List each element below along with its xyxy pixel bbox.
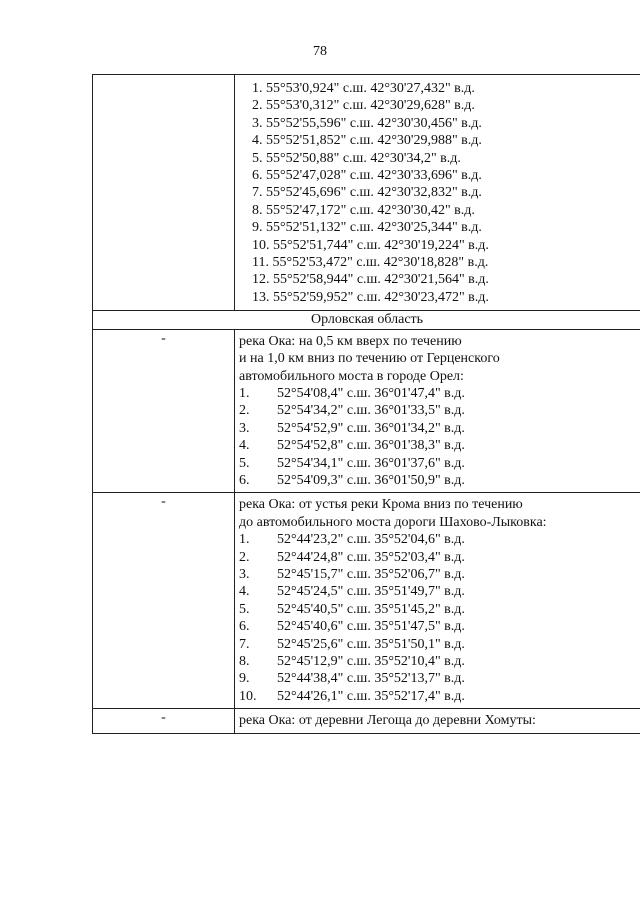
point-number: 6. [239, 619, 250, 635]
point-number: 3. [239, 566, 250, 582]
section-text [235, 330, 640, 493]
description-line: автомобильного моста в городе Орел: [239, 368, 464, 384]
point-number: 2. [239, 403, 250, 419]
point-coordinates: 52°54'34,1" с.ш. 36°01'37,6" в.д. [277, 455, 465, 471]
coordinate-list [235, 75, 640, 310]
point-coordinates: 52°44'23,2" с.ш. 35°52'04,6" в.д. [277, 532, 465, 548]
coordinate-line [239, 601, 637, 618]
coordinate-line [239, 531, 637, 548]
table-row [93, 493, 640, 709]
coordinates-table [92, 74, 640, 734]
coordinate-line [239, 402, 637, 419]
coordinate-line [239, 688, 637, 705]
coordinate-line: 3. 55°52'55,596" с.ш. 42°30'30,456" в.д. [252, 115, 482, 131]
description-cell [235, 709, 640, 733]
coordinate-line: 7. 55°52'45,696" с.ш. 42°30'32,832" в.д. [252, 185, 482, 201]
point-coordinates: 52°45'40,6" с.ш. 35°51'47,5" в.д. [277, 619, 465, 635]
description-line: река Ока: от устья реки Крома вниз по течению [239, 497, 523, 513]
coordinate-line [239, 385, 637, 402]
coordinate-line [239, 437, 637, 454]
point-number: 9. [239, 671, 250, 687]
table-row [93, 329, 640, 493]
point-coordinates: 52°54'52,9" с.ш. 36°01'34,2" в.д. [277, 420, 465, 436]
coordinate-line [239, 472, 637, 489]
dash-cell: - [93, 493, 235, 709]
section-text [235, 493, 640, 708]
coordinate-line: 11. 55°52'53,472" с.ш. 42°30'18,828" в.д. [252, 255, 489, 271]
dash-cell: - [93, 709, 235, 733]
table-row [93, 311, 640, 329]
point-number: 1. [239, 385, 250, 401]
point-number: 5. [239, 455, 250, 471]
coordinate-line: 5. 55°52'50,88" с.ш. 42°30'34,2" в.д. [252, 150, 461, 166]
coordinate-line: 13. 55°52'59,952" с.ш. 42°30'23,472" в.д. [252, 289, 489, 305]
point-number: 6. [239, 472, 250, 488]
point-coordinates: 52°45'12,9" с.ш. 35°52'10,4" в.д. [277, 654, 465, 669]
page-number: 78 [313, 44, 327, 59]
point-coordinates: 52°54'09,3" с.ш. 36°01'50,9" в.д. [277, 472, 465, 488]
coordinate-line: 2. 55°53'0,312" с.ш. 42°30'29,628" в.д. [252, 98, 475, 114]
point-coordinates: 52°44'26,1" с.ш. 35°52'17,4" в.д. [277, 688, 465, 704]
point-number: 4. [239, 438, 250, 454]
point-number: 1. [239, 532, 250, 548]
region-title: Орловская область [93, 311, 640, 329]
description-cell [235, 329, 640, 493]
coordinate-line [239, 636, 637, 653]
coordinate-line [239, 420, 637, 437]
coordinate-line [239, 618, 637, 635]
point-number: 10. [239, 688, 257, 704]
point-number: 7. [239, 636, 250, 652]
point-coordinates: 52°45'25,6" с.ш. 35°51'50,1" в.д. [277, 636, 465, 652]
point-coordinates: 52°44'24,8" с.ш. 35°52'03,4" в.д. [277, 549, 465, 565]
coordinate-line [239, 670, 637, 687]
empty-cell [93, 75, 235, 311]
description-line: и на 1,0 км вниз по течению от Герценского [239, 351, 500, 367]
point-number: 3. [239, 420, 250, 436]
description-line: до автомобильного моста дороги Шахово-Лыковка: [239, 514, 547, 530]
coordinate-line [239, 653, 637, 670]
description-cell [235, 493, 640, 709]
point-coordinates: 52°45'15,7" с.ш. 35°52'06,7" в.д. [277, 566, 465, 582]
description-line: река Ока: от деревни Легоща до деревни Хомуты: [239, 713, 536, 729]
coordinate-line: 1. 55°53'0,924" с.ш. 42°30'27,432" в.д. [252, 81, 475, 96]
coordinate-line [239, 455, 637, 472]
coordinate-line: 4. 55°52'51,852" с.ш. 42°30'29,988" в.д. [252, 133, 482, 149]
point-coordinates: 52°54'08,4" с.ш. 36°01'47,4" в.д. [277, 385, 465, 401]
point-coordinates: 52°54'52,8" с.ш. 36°01'38,3" в.д. [277, 438, 465, 454]
coordinates-cell [235, 75, 640, 311]
coordinate-line [239, 583, 637, 600]
point-number: 2. [239, 549, 250, 565]
point-coordinates: 52°44'38,4" с.ш. 35°52'13,7" в.д. [277, 671, 465, 687]
point-coordinates: 52°54'34,2" с.ш. 36°01'33,5" в.д. [277, 403, 465, 419]
coordinate-line: 12. 55°52'58,944" с.ш. 42°30'21,564" в.д. [252, 272, 489, 288]
coordinate-line [239, 549, 637, 566]
coordinate-line [239, 566, 637, 583]
table-row [93, 709, 640, 733]
coordinate-line: 6. 55°52'47,028" с.ш. 42°30'33,696" в.д. [252, 168, 482, 184]
point-coordinates: 52°45'40,5" с.ш. 35°51'45,2" в.д. [277, 601, 465, 617]
point-number: 5. [239, 601, 250, 617]
dash-cell: - [93, 329, 235, 493]
coordinate-line: 8. 55°52'47,172" с.ш. 42°30'30,42" в.д. [252, 202, 475, 218]
point-coordinates: 52°45'24,5" с.ш. 35°51'49,7" в.д. [277, 584, 465, 600]
coordinate-line: 9. 55°52'51,132" с.ш. 42°30'25,344" в.д. [252, 220, 482, 236]
point-number: 4. [239, 584, 250, 600]
table-row [93, 75, 640, 311]
coordinate-line: 10. 55°52'51,744" с.ш. 42°30'19,224" в.д. [252, 237, 489, 253]
description-line: река Ока: на 0,5 км вверх по течению [239, 333, 462, 349]
point-number: 8. [239, 654, 250, 669]
